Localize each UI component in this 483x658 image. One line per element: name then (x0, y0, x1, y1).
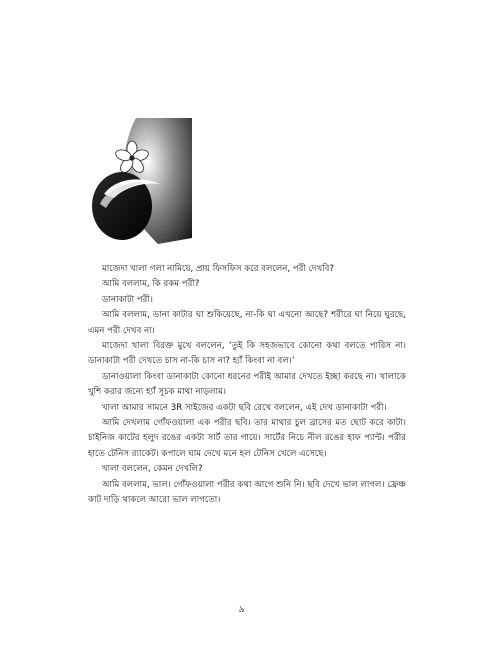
paragraph: খালা আমার সামনে 3R সাইজের একটা ছবি রেখে বললেন, এই দেখ ডানাকাটা পরী। (102, 402, 387, 413)
paragraph: আমি দেখলাম গোঁফওয়ালা এক পরীর ছবি। তার মাথার চুল ব্রাসের মত ছোট করে কাটা। চাইনিজ কাটের হলুদ রঙের একটা সার্ট তার গায়ে। সার্টের নিচে নীল রঙের হাফ প্যান্ট। পরীর হাতে টেনিস র‍্যাকেট। কপালে ঘাম দেখে মনে হল টেনিস খেলে এসেছে। (88, 418, 406, 459)
paragraph: মাজেদা খালা বিরক্ত মুখে বললেন, ‘তুই কি সহজভাবে কোনো কথা বলতে পারিস না। ডানাকাটা পরী দেখতে চাস না-কি চাস না? হ্যাঁ কিংবা না বল।’ (88, 341, 406, 367)
body-text (88, 262, 406, 509)
flower-illustration (86, 112, 194, 248)
paragraph: ডানাওয়ালা কিংবা ডানাকাটা কোনো ধরনের পরীই আমার দেখতে ইচ্ছা করছে না। খালাকে খুশি করার জন্যে হ্যাঁ সূচক মাথা নাড়লাম। (88, 371, 406, 398)
paragraph: খালা বললেন, কেমন দেখলি? (102, 464, 203, 475)
paragraph: ডানাকাটা পরী। (102, 294, 153, 305)
paragraph: মাজেদা খালা গলা নামিয়ে, প্রায় ফিসফিস করে বললেন, পরী দেখবি? (102, 264, 335, 274)
paragraph: আমি বললাম, ডানা কাটার ঘা শুকিয়েছে, না-কি ঘা এখনো আছে? শরীরে ঘা নিয়ে ঘুরছে, এমন পরী দেখব না। (88, 310, 406, 336)
paragraph: আমি বললাম, কি রকম পরী? (102, 279, 200, 290)
page-number: ৯ (238, 605, 245, 615)
paragraph: আমি বললাম, ভাল। গোঁফওয়ালা পরীর কথা আগে শুনি নি। ছবি দেখে ভাল লাগল। ফ্রেঞ্চ কাট দাড়ি থাকলে আরো ভাল লাগতো। (88, 479, 406, 506)
